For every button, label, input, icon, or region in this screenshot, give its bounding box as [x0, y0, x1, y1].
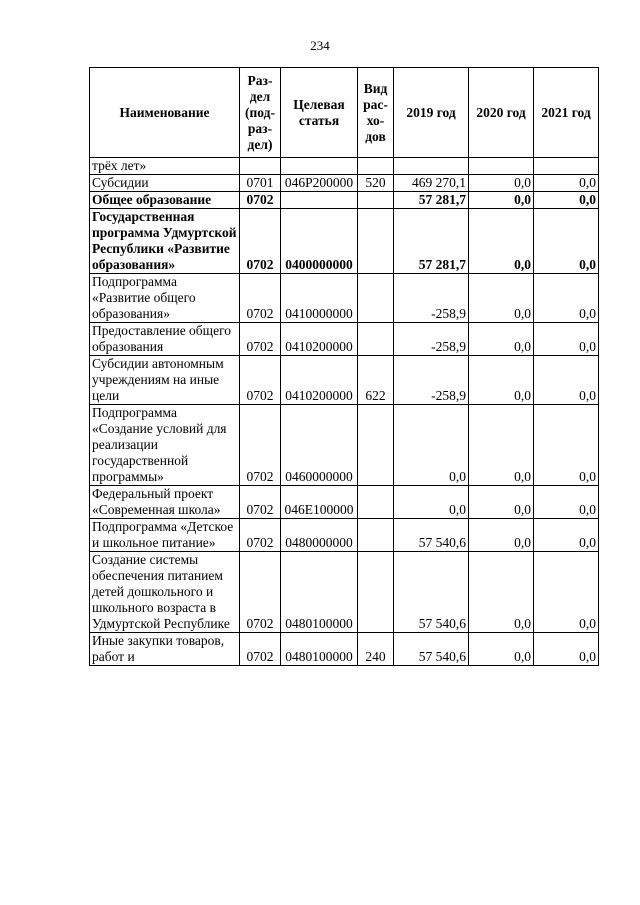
row-name: Предоставление общего образования	[90, 323, 240, 356]
row-2021: 0,0	[534, 519, 599, 552]
row-2021: 0,0	[534, 486, 599, 519]
table-row	[90, 405, 599, 486]
row-target: 0460000000	[281, 405, 358, 486]
row-2020: 0,0	[469, 175, 534, 192]
row-2021	[534, 158, 599, 175]
row-type	[358, 192, 394, 209]
row-name: Субсидии автономным учреждениям на иные цели	[90, 356, 240, 405]
row-section	[240, 158, 281, 175]
row-type: 520	[358, 175, 394, 192]
row-2021: 0,0	[534, 356, 599, 405]
row-name: Иные закупки товаров, работ и	[90, 633, 240, 666]
col-header-target-text: Целевая статья	[293, 96, 345, 128]
row-type	[358, 158, 394, 175]
row-target: 0480100000	[281, 633, 358, 666]
row-target: 0410200000	[281, 323, 358, 356]
row-2021: 0,0	[534, 323, 599, 356]
row-2020: 0,0	[469, 209, 534, 274]
row-type	[358, 209, 394, 274]
col-header-section-text: Раз- дел (под- раз- дел)	[245, 72, 275, 152]
row-type	[358, 274, 394, 323]
row-type	[358, 486, 394, 519]
row-2019: 57 281,7	[394, 192, 469, 209]
row-target: 046E100000	[281, 486, 358, 519]
col-header-2019: 2019 год	[394, 68, 469, 158]
col-header-type-text: Вид рас- хо- дов	[363, 80, 388, 144]
table-row	[90, 209, 599, 274]
col-header-2021: 2021 год	[534, 68, 599, 158]
budget-table	[89, 67, 599, 666]
table-row	[90, 519, 599, 552]
row-section: 0702	[240, 192, 281, 209]
row-name: Общее образование	[90, 192, 240, 209]
row-2020: 0,0	[469, 356, 534, 405]
row-type: 240	[358, 633, 394, 666]
row-section: 0702	[240, 633, 281, 666]
row-2020	[469, 158, 534, 175]
row-2021: 0,0	[534, 209, 599, 274]
table-row	[90, 158, 599, 175]
row-2021: 0,0	[534, 552, 599, 633]
row-target: 0480100000	[281, 552, 358, 633]
header-row	[90, 68, 599, 158]
row-target: 0400000000	[281, 209, 358, 274]
row-name: Субсидии	[90, 175, 240, 192]
row-section: 0701	[240, 175, 281, 192]
row-2019: 0,0	[394, 486, 469, 519]
row-name: Подпрограмма «Детское и школьное питание»	[90, 519, 240, 552]
row-target: 0410200000	[281, 356, 358, 405]
table-row	[90, 274, 599, 323]
row-name: Государственная программа Удмуртской Республики «Развитие образования»	[90, 209, 240, 274]
table-row	[90, 633, 599, 666]
row-2020: 0,0	[469, 405, 534, 486]
row-section: 0702	[240, 405, 281, 486]
table-row	[90, 192, 599, 209]
row-2019: 469 270,1	[394, 175, 469, 192]
row-type	[358, 405, 394, 486]
row-name: Создание системы обеспечения питанием детей дошкольного и школьного возраста в Удмуртской Республике	[90, 552, 240, 633]
row-type	[358, 519, 394, 552]
row-type	[358, 552, 394, 633]
row-2020: 0,0	[469, 633, 534, 666]
row-2020: 0,0	[469, 323, 534, 356]
col-header-2020: 2020 год	[469, 68, 534, 158]
row-section: 0702	[240, 323, 281, 356]
row-name: Федеральный проект «Современная школа»	[90, 486, 240, 519]
row-target	[281, 192, 358, 209]
row-2021: 0,0	[534, 175, 599, 192]
row-2021: 0,0	[534, 192, 599, 209]
row-section: 0702	[240, 356, 281, 405]
row-section: 0702	[240, 519, 281, 552]
table-row	[90, 486, 599, 519]
table-row	[90, 323, 599, 356]
row-2021: 0,0	[534, 405, 599, 486]
row-name: Подпрограмма «Создание условий для реализации государственной программы»	[90, 405, 240, 486]
row-target: 0410000000	[281, 274, 358, 323]
row-section: 0702	[240, 486, 281, 519]
table-row	[90, 356, 599, 405]
row-2020: 0,0	[469, 192, 534, 209]
col-header-type	[358, 68, 394, 158]
row-2019: 57 540,6	[394, 552, 469, 633]
row-2019: -258,9	[394, 274, 469, 323]
table-body	[90, 158, 599, 666]
row-target: 0480000000	[281, 519, 358, 552]
row-type: 622	[358, 356, 394, 405]
row-2019: -258,9	[394, 356, 469, 405]
row-2019: -258,9	[394, 323, 469, 356]
row-target	[281, 158, 358, 175]
col-header-section	[240, 68, 281, 158]
row-section: 0702	[240, 209, 281, 274]
row-section: 0702	[240, 274, 281, 323]
col-header-name: Наименование	[90, 68, 240, 158]
row-2019: 57 540,6	[394, 519, 469, 552]
row-section: 0702	[240, 552, 281, 633]
row-name: трёх лет»	[90, 158, 240, 175]
row-2021: 0,0	[534, 633, 599, 666]
row-2019: 0,0	[394, 405, 469, 486]
col-header-target	[281, 68, 358, 158]
row-type	[358, 323, 394, 356]
table-row	[90, 552, 599, 633]
row-2019: 57 281,7	[394, 209, 469, 274]
row-name: Подпрограмма «Развитие общего образования»	[90, 274, 240, 323]
row-2020: 0,0	[469, 552, 534, 633]
table-row	[90, 175, 599, 192]
row-2019: 57 540,6	[394, 633, 469, 666]
row-target: 046P200000	[281, 175, 358, 192]
row-2020: 0,0	[469, 486, 534, 519]
row-2020: 0,0	[469, 519, 534, 552]
row-2021: 0,0	[534, 274, 599, 323]
row-2019	[394, 158, 469, 175]
row-2020: 0,0	[469, 274, 534, 323]
page-number: 234	[310, 38, 330, 53]
